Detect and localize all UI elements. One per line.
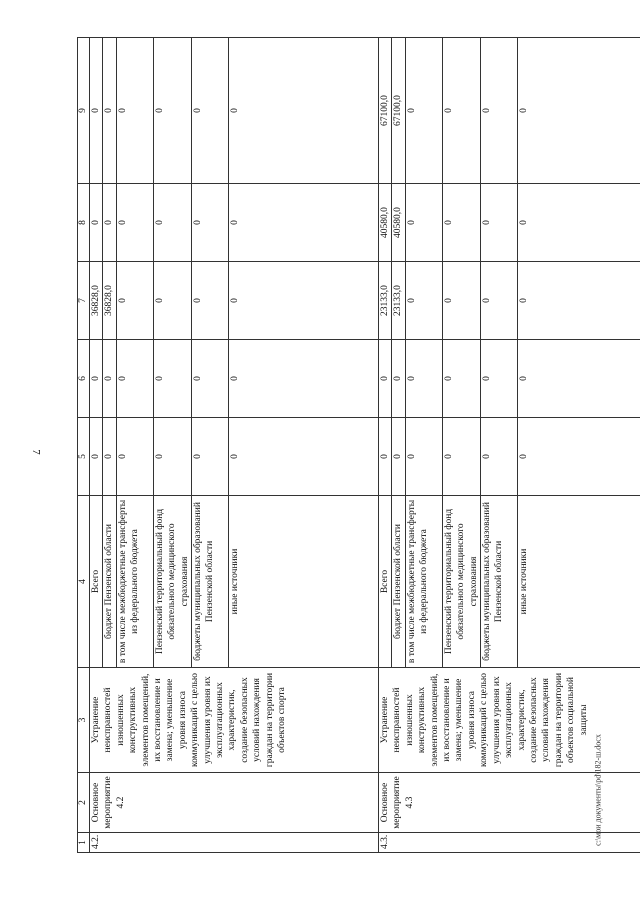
- value-cell: 0: [392, 418, 405, 496]
- value-cell: 0: [405, 418, 442, 496]
- value-cell: 67100,0: [392, 38, 405, 184]
- value-cell: 0: [481, 38, 518, 184]
- activity-name: Основное мероприятие 4.3: [379, 773, 640, 833]
- rotated-page: [77, 38, 589, 853]
- col-header: 1: [78, 833, 90, 853]
- value-cell: 0: [442, 262, 480, 340]
- value-cell: 0: [481, 340, 518, 418]
- activity-description: Устранение неисправностей изношенных конструктивных элементов помещений, их восстановление и замена; уменьшение уровня износа коммуникаций с целью улучшения уровня их эксплуатационных характеристик, создание безопасных условий нахождения граждан на территории объектов спорта: [90, 668, 379, 773]
- value-cell: 0: [103, 418, 116, 496]
- footer-file-path: c:\мои документы\pd\182-ш.docx: [593, 734, 603, 846]
- col-header: 4: [78, 496, 90, 668]
- value-cell: 36828,0: [103, 262, 116, 340]
- value-cell: 0: [442, 418, 480, 496]
- value-cell: 0: [103, 184, 116, 262]
- value-cell: 0: [229, 340, 379, 418]
- table-row: [379, 38, 392, 853]
- funding-source: бюджеты муниципальных образований Пензенской области: [192, 496, 229, 668]
- row-number: 4.3.: [379, 833, 640, 853]
- value-cell: 0: [192, 262, 229, 340]
- table-row: [90, 38, 103, 853]
- value-cell: 0: [229, 418, 379, 496]
- value-cell: 23133,0: [379, 262, 392, 340]
- value-cell: 0: [405, 340, 442, 418]
- value-cell: 0: [90, 340, 103, 418]
- value-cell: 0: [442, 38, 480, 184]
- value-cell: 23133,0: [392, 262, 405, 340]
- value-cell: 0: [229, 38, 379, 184]
- funding-source: в том числе межбюджетные трансферты из федерального бюджета: [116, 496, 153, 668]
- funding-source: бюджет Пензенской области: [392, 496, 405, 668]
- value-cell: 0: [90, 184, 103, 262]
- value-cell: 0: [153, 262, 191, 340]
- value-cell: 0: [153, 340, 191, 418]
- page-number: 7: [30, 449, 42, 455]
- col-header: 8: [78, 184, 90, 262]
- value-cell: 0: [405, 184, 442, 262]
- value-cell: 0: [153, 184, 191, 262]
- value-cell: 0: [116, 418, 153, 496]
- funding-source: Пензенский территориальный фонд обязательного медицинского страхования: [153, 496, 191, 668]
- value-cell: 40580,0: [392, 184, 405, 262]
- funding-source: в том числе межбюджетные трансферты из федерального бюджета: [405, 496, 442, 668]
- value-cell: 0: [442, 184, 480, 262]
- col-header: 5: [78, 418, 90, 496]
- value-cell: 0: [229, 262, 379, 340]
- funding-source: Всего: [90, 496, 103, 668]
- value-cell: 0: [116, 262, 153, 340]
- value-cell: 36828,0: [90, 262, 103, 340]
- col-header: 7: [78, 262, 90, 340]
- value-cell: 0: [90, 38, 103, 184]
- value-cell: 0: [481, 184, 518, 262]
- value-cell: 0: [153, 38, 191, 184]
- value-cell: 0: [229, 184, 379, 262]
- activity-description: Устранение неисправностей изношенных конструктивных элементов помещений, их восстановление и замена; уменьшение уровня износа коммуникаций с целью улучшения уровня их эксплуатационных характеристик, создание безопасных условий нахождения граждан на территории объектов социальной защиты: [379, 668, 640, 773]
- value-cell: 0: [103, 340, 116, 418]
- value-cell: 0: [405, 38, 442, 184]
- value-cell: 0: [192, 418, 229, 496]
- col-header: 9: [78, 38, 90, 184]
- header-row: [78, 38, 90, 853]
- value-cell: 0: [392, 340, 405, 418]
- value-cell: 0: [192, 184, 229, 262]
- value-cell: 0: [518, 418, 640, 496]
- funding-source: иные источники: [518, 496, 640, 668]
- value-cell: 0: [116, 38, 153, 184]
- col-header: 2: [78, 773, 90, 833]
- value-cell: 0: [103, 38, 116, 184]
- value-cell: 0: [405, 262, 442, 340]
- activity-name: Основное мероприятие 4.2: [90, 773, 379, 833]
- col-header: 6: [78, 340, 90, 418]
- value-cell: 0: [153, 418, 191, 496]
- col-header: 3: [78, 668, 90, 773]
- value-cell: 0: [116, 340, 153, 418]
- value-cell: 0: [379, 418, 392, 496]
- value-cell: 0: [192, 38, 229, 184]
- value-cell: 0: [481, 418, 518, 496]
- value-cell: 0: [442, 340, 480, 418]
- value-cell: 0: [518, 38, 640, 184]
- value-cell: 0: [379, 340, 392, 418]
- value-cell: 0: [518, 340, 640, 418]
- value-cell: 0: [192, 340, 229, 418]
- value-cell: 0: [481, 262, 518, 340]
- funding-source: бюджет Пензенской области: [103, 496, 116, 668]
- funding-source: иные источники: [229, 496, 379, 668]
- value-cell: 67100,0: [379, 38, 392, 184]
- table-container: [77, 38, 589, 853]
- value-cell: 0: [518, 184, 640, 262]
- funding-source: Всего: [379, 496, 392, 668]
- row-number: 4.2.: [90, 833, 379, 853]
- value-cell: 0: [90, 418, 103, 496]
- budget-table: [77, 37, 640, 853]
- value-cell: 0: [116, 184, 153, 262]
- funding-source: бюджеты муниципальных образований Пензенской области: [481, 496, 518, 668]
- value-cell: 0: [518, 262, 640, 340]
- funding-source: Пензенский территориальный фонд обязательного медицинского страхования: [442, 496, 480, 668]
- value-cell: 40580,0: [379, 184, 392, 262]
